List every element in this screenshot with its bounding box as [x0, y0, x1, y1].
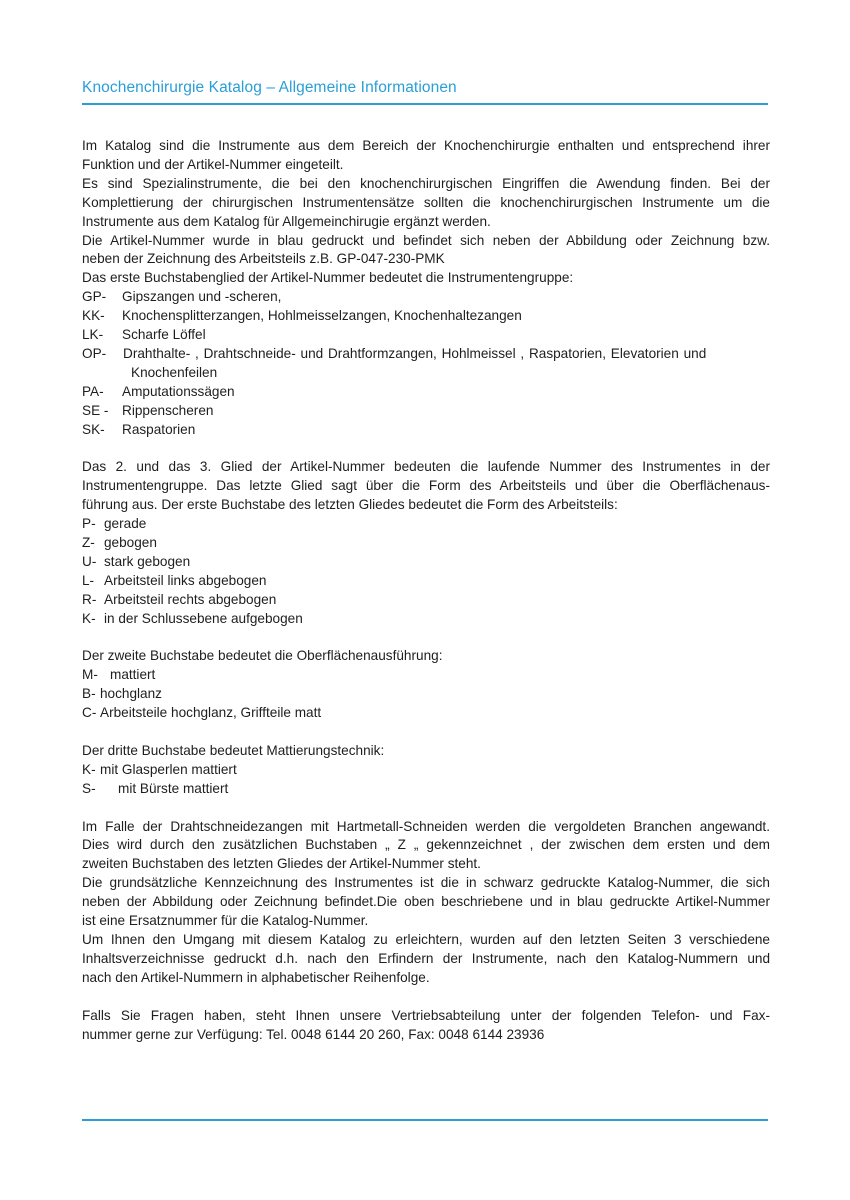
text-line: Instrumentengruppe. Das letzte Glied sagt über die Form des Arbeitsteils und über die Oberflächenaus- — [82, 478, 770, 494]
form-desc: Arbeitsteil links abgebogen — [104, 572, 267, 588]
text-line: Es sind Spezialinstrumente, die bei den knochenchirurgischen Eingriffen die Awendung finden. Bei der — [82, 175, 770, 191]
form-code: P- — [82, 516, 96, 532]
text-line: Funktion und der Artikel-Nummer eingeteilt. — [82, 156, 344, 172]
form-desc: in der Schlussebene aufgebogen — [104, 610, 303, 626]
list-item — [82, 704, 770, 723]
page-header — [82, 78, 768, 98]
form-desc: gerade — [104, 516, 147, 532]
list-item — [82, 326, 770, 345]
text-line: Dies wird durch den zusätzlichen Buchstaben „ Z „ gekennzeichnet , der zwischen dem ersten und dem — [82, 837, 770, 853]
header-divider — [82, 103, 768, 105]
section-heading: Der dritte Buchstabe bedeutet Mattierungstechnik: — [82, 742, 385, 758]
list-item-continuation: Knochenfeilen — [131, 364, 218, 380]
list-item — [82, 307, 770, 326]
instrument-group-list — [82, 288, 770, 439]
group-desc: Gipszangen und -scheren, — [122, 289, 282, 305]
group-desc: Rippenscheren — [122, 402, 214, 418]
list-item — [82, 591, 770, 610]
contact-line: nummer gerne zur Verfügung: Tel. 0048 6144 20 260, Fax: 0048 6144 23936 — [82, 1026, 545, 1042]
text-line: Instrumente aus dem Katalog für Allgemeinchirugie ergänzt werden. — [82, 213, 491, 229]
text-line: Im Falle der Drahtschneidezangen mit Hartmetall-Schneiden werden die vergoldeten Branchen angewandt. — [82, 818, 770, 834]
list-item — [82, 402, 770, 421]
list-item — [82, 383, 770, 402]
matting-desc: mit Glasperlen mattiert — [100, 761, 237, 777]
text-line: ist eine Ersatznummer für die Katalog-Nummer. — [82, 913, 369, 929]
text-line: zweiten Buchstaben des letzten Gliedes der Artikel-Nummer steht. — [82, 856, 481, 872]
list-item — [82, 685, 770, 704]
list-item — [82, 534, 770, 553]
list-item — [82, 421, 770, 440]
text-line: Falls Sie Fragen haben, steht Ihnen unsere Vertriebsabteilung unter der folgenden Telefon- und Fax- — [82, 1007, 770, 1023]
list-item — [82, 553, 770, 572]
group-code: GP- — [82, 289, 107, 305]
matting-code: K- — [82, 761, 96, 777]
text-line: Im Katalog sind die Instrumente aus dem Bereich der Knochenchirurgie enthalten und entsprechend ihrer — [82, 138, 770, 153]
surface-code: M- — [82, 667, 98, 683]
list-item — [82, 610, 770, 629]
list-item — [82, 515, 770, 534]
text-line: neben der Zeichnung des Arbeitsteils z.B. GP-047-230-PMK — [82, 251, 445, 267]
group-desc: Raspatorien — [122, 421, 196, 437]
matting-code: S- — [82, 780, 96, 796]
text-line: Inhaltsverzeichnisse gedruckt d.h. nach den Erfindern der Instrumente, nach den Katalog-Nummern und — [82, 950, 770, 966]
text-line: nach den Artikel-Nummern in alphabetischer Reihenfolge. — [82, 969, 430, 985]
document-body — [82, 137, 770, 1044]
form-code: R- — [82, 591, 97, 607]
list-item — [82, 345, 770, 364]
form-code: L- — [82, 572, 95, 588]
list-item — [82, 288, 770, 307]
page-title: Knochenchirurgie Katalog – Allgemeine Informationen — [82, 79, 457, 96]
spacer — [82, 723, 770, 742]
contact-paragraph — [82, 1007, 770, 1045]
glied-paragraph — [82, 458, 770, 515]
surface-section — [82, 647, 770, 723]
list-item — [82, 780, 770, 799]
group-desc: Scharfe Löffel — [122, 327, 206, 343]
spacer — [82, 799, 770, 818]
footer-divider — [82, 1119, 768, 1121]
form-desc: Arbeitsteil rechts abgebogen — [104, 591, 277, 607]
list-item — [82, 666, 770, 685]
group-code: PA- — [82, 383, 104, 399]
text-line: führung aus. Der erste Buchstabe des letzten Gliedes bedeutet die Form des Arbeitsteils: — [82, 497, 618, 513]
text-line: Die Artikel-Nummer wurde in blau gedruckt und befindet sich neben der Abbildung oder Zeichnung bzw. — [82, 232, 770, 248]
form-desc: gebogen — [104, 535, 157, 551]
list-item — [82, 572, 770, 591]
section-heading: Der zweite Buchstabe bedeutet die Oberflächenausführung: — [82, 648, 443, 664]
matting-section — [82, 742, 770, 799]
surface-desc: hochglanz — [100, 686, 162, 702]
group-code: SE - — [82, 402, 109, 418]
text-line: Das 2. und das 3. Glied der Artikel-Nummer bedeuten die laufende Nummer des Instrumentes in der — [82, 459, 770, 475]
surface-code: C- — [82, 705, 97, 721]
matting-desc: mit Bürste mattiert — [118, 780, 229, 796]
group-desc: Knochensplitterzangen, Hohlmeisselzangen, Knochenhaltezangen — [122, 308, 522, 324]
notes-paragraph — [82, 818, 770, 988]
group-code: KK- — [82, 308, 105, 324]
list-item — [82, 761, 770, 780]
group-code: LK- — [82, 327, 104, 343]
spacer — [82, 440, 770, 459]
form-code: K- — [82, 610, 96, 626]
group-code: SK- — [82, 421, 105, 437]
text-line: Das erste Buchstabenglied der Artikel-Nummer bedeutet die Instrumentengruppe: — [82, 270, 574, 286]
spacer — [82, 988, 770, 1007]
form-desc: stark gebogen — [104, 553, 191, 569]
surface-desc: Arbeitsteile hochglanz, Griffteile matt — [100, 705, 322, 721]
group-desc: Drahthalte- , Drahtschneide- und Drahtformzangen, Hohlmeissel , Raspatorien, Elevatorien und — [123, 345, 707, 361]
intro-paragraph — [82, 137, 770, 288]
spacer — [82, 629, 770, 648]
text-line: Um Ihnen den Umgang mit diesem Katalog zu erleichtern, wurden auf den letzten Seiten 3 verschiedene — [82, 932, 770, 947]
surface-desc: mattiert — [110, 667, 156, 683]
text-line: Komplettierung der chirurgischen Instrumentensätze sollten die knochenchirurgischen Instrumente um die — [82, 194, 770, 210]
group-code: OP- — [82, 345, 107, 361]
form-code: U- — [82, 553, 97, 569]
form-code: Z- — [82, 535, 95, 551]
surface-code: B- — [82, 686, 96, 702]
text-line: Die grundsätzliche Kennzeichnung des Instrumentes ist die in schwarz gedruckte Katalog-Nummer, die sich — [82, 875, 770, 891]
form-list — [82, 515, 770, 628]
text-line: neben der Abbildung oder Zeichnung befindet.Die oben beschriebene und in blau gedruckte Artikel-Nummer — [82, 894, 770, 910]
group-desc: Amputationssägen — [122, 383, 235, 399]
